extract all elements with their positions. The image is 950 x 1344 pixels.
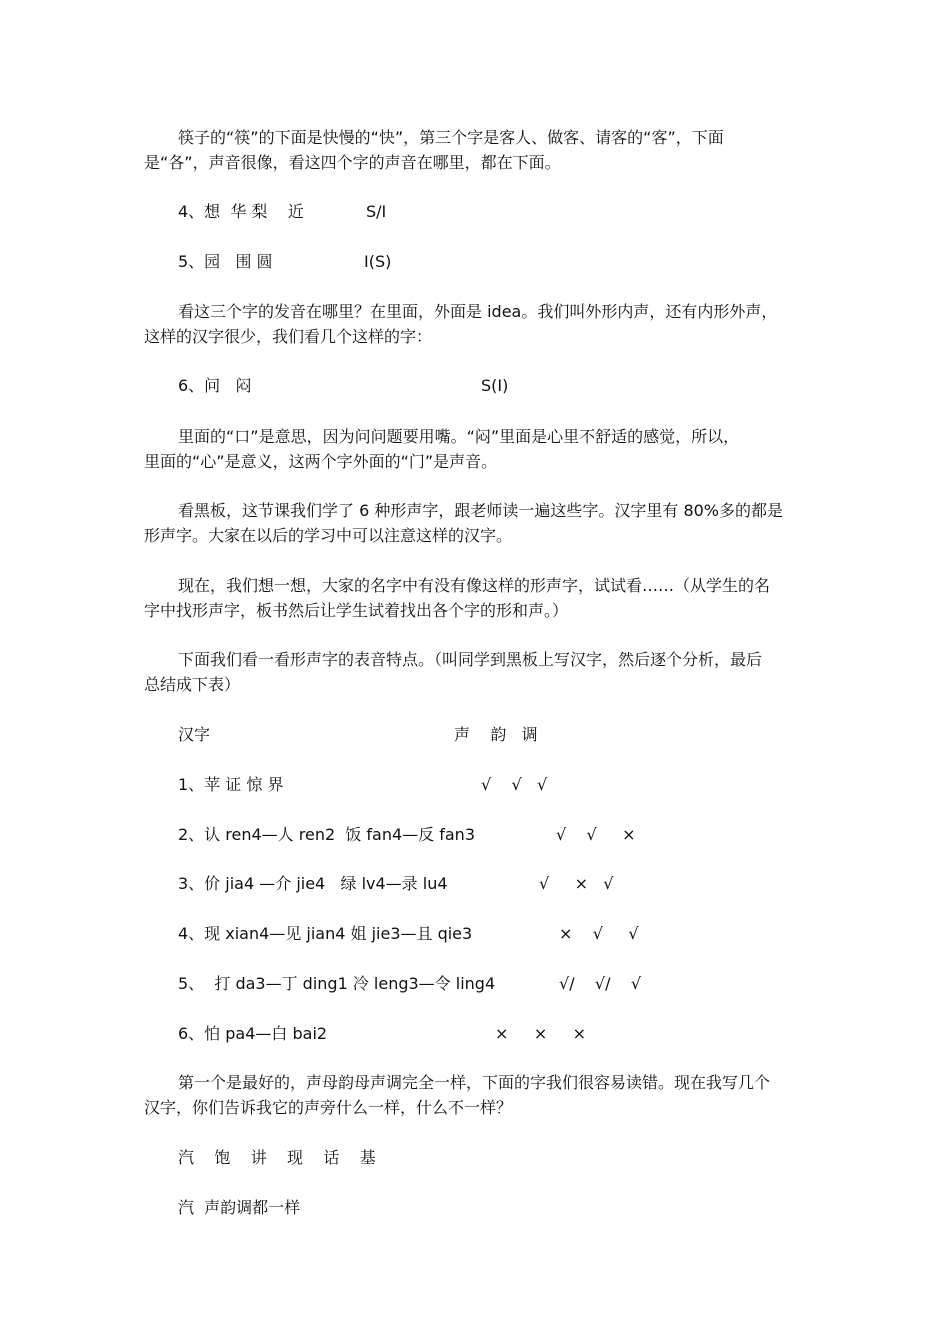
paragraph-line: 第一个是最好的，声母韵母声调完全一样，下面的字我们很容易读错。现在我写几个 <box>178 1073 771 1092</box>
paragraph-line: 下面我们看一看形声字的表音特点。（叫同学到黑板上写汉字，然后逐个分析，最后 <box>178 650 763 669</box>
example-mark: I(S) <box>364 252 392 271</box>
table-row-chars: 2、认 ren4—人 ren2 饭 fan4—反 fan3 <box>178 825 475 844</box>
example-mark: S(I) <box>481 376 509 395</box>
paragraph-line: 总结成下表） <box>144 675 241 694</box>
paragraph-line: 里面的“心”是意义，这两个字外面的“门”是声音。 <box>144 452 498 471</box>
table-row-chars: 5、 打 da3—丁 ding1 冷 leng3—令 ling4 <box>178 974 496 993</box>
table-row-chars: 6、怕 pa4—白 bai2 <box>178 1024 328 1043</box>
example-mark: S/I <box>366 202 387 221</box>
table-header-chars: 汉字 <box>178 725 211 744</box>
table-row-marks: √ √ × <box>556 825 636 844</box>
paragraph-line: 字中找形声字，板书然后让学生试着找出各个字的形和声。） <box>144 601 569 620</box>
paragraph-line: 里面的“口”是意思，因为问问题要用嘴。“闷”里面是心里不舒适的感觉，所以， <box>178 427 740 446</box>
paragraph-line: 形声字。大家在以后的学习中可以注意这样的汉字。 <box>144 526 513 545</box>
table-row-marks: × √ √ <box>559 924 639 943</box>
example-chars: 4、想 华 梨 近 <box>178 202 304 221</box>
table-row-chars: 4、现 xian4—见 jian4 姐 jie3—且 qie3 <box>178 924 473 943</box>
table-header-sound: 声 韵 调 <box>454 725 538 744</box>
answer-line: 汽 声韵调都一样 <box>178 1198 301 1217</box>
paragraph-line: 筷子的“筷”的下面是快慢的“快”，第三个字是客人、做客、请客的“客”，下面 <box>178 128 724 147</box>
table-row-chars: 1、苹 证 惊 界 <box>178 775 284 794</box>
table-row-marks: √ × √ <box>539 874 614 893</box>
paragraph-line: 看这三个字的发音在哪里？在里面，外面是 idea。我们叫外形内声，还有内形外声， <box>178 302 778 321</box>
table-row-marks: × × × <box>495 1024 587 1043</box>
table-row-marks: √ √ √ <box>481 775 548 794</box>
example-chars: 6、问 闷 <box>178 376 252 395</box>
paragraph-line: 是“各”，声音很像，看这四个字的声音在哪里，都在下面。 <box>144 153 561 172</box>
table-row-chars: 3、价 jia4 —介 jie4 绿 lv4—录 lu4 <box>178 874 448 893</box>
paragraph-line: 看黑板，这节课我们学了 6 种形声字，跟老师读一遍这些字。汉字里有 80%多的都是 <box>178 501 784 520</box>
example-chars: 5、园 围 圆 <box>178 252 273 271</box>
character-list: 汽 饱 讲 现 话 基 <box>178 1148 376 1167</box>
paragraph-line: 这样的汉字很少，我们看几个这样的字： <box>144 327 433 346</box>
paragraph-line: 现在，我们想一想，大家的名字中有没有像这样的形声字，试试看……（从学生的名 <box>178 576 771 595</box>
paragraph-line: 汉字，你们告诉我它的声旁什么一样，什么不一样？ <box>144 1098 513 1117</box>
table-row-marks: √/ √/ √ <box>559 974 642 993</box>
